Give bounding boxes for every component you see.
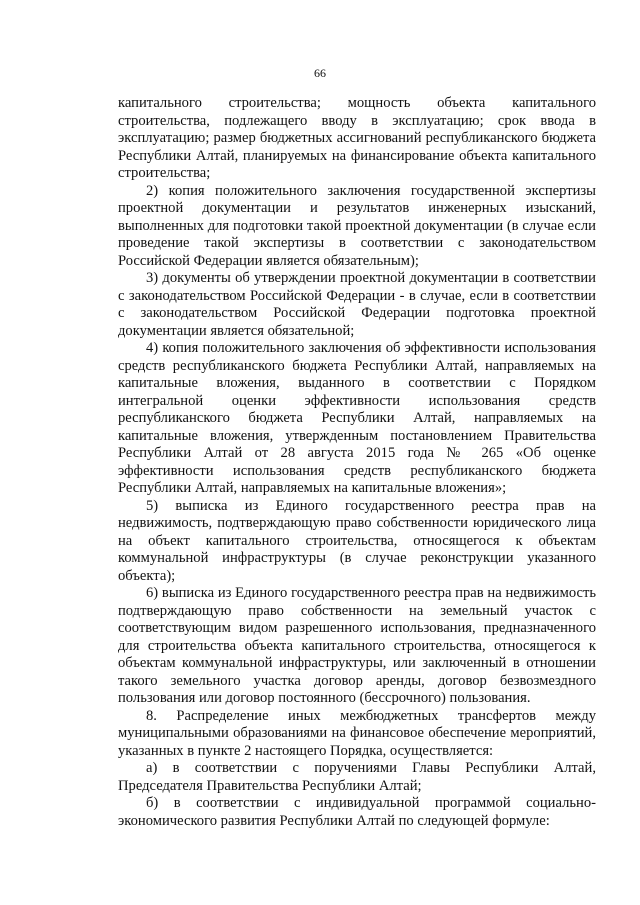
paragraph-section-8: 8. Распределение иных межбюджетных трансфертов между муниципальными образованиями на финансовое обеспечение мероприятий, указанных в пункте 2 настоящего Порядка, осуществляется:	[118, 707, 596, 759]
page-number: 66	[314, 66, 326, 80]
paragraph-subitem-b: б) в соответствии с индивидуальной программой социально-экономического развития Республики Алтай по следующей формуле:	[118, 795, 596, 829]
paragraph-object-details: капитального строительства; мощность объекта капитального строительства, подлежащего вводу в эксплуатацию; срок ввода в эксплуатацию; размер бюджетных ассигнований республиканского бюджета Республики Алтай, планируемых на финансирование объекта капитального строительства;	[118, 95, 596, 181]
paragraph-item-5: 5) выписка из Единого государственного реестра прав на недвижимость, подтверждающую право собственности юридического лица на объект капитального строительства, относящегося к объектам коммунальной инфраструктуры (в случае реконструкции указанного объекта);	[118, 497, 596, 584]
paragraph-item-6: 6) выписка из Единого государственного реестра прав на недвижимость подтверждающую право собственности на земельный участок с соответствующим видом разрешенного использования, предназначенного для строительства объекта капитального строительства, относящегося к объектам коммунальной инфраструктуры, или заключенный в отношении такого земельного участка договор аренды, договор безвозмездного пользования или договор постоянного (бессрочного) пользования.	[118, 585, 596, 706]
paragraph-item-2: 2) копия положительного заключения государственной экспертизы проектной документации и результатов инженерных изысканий, выполненных для подготовки такой проектной документации (в случае если проведение такой экспертизы в соответствии с законодательством Российской Федерации является обязательным);	[118, 182, 596, 269]
paragraph-item-4: 4) копия положительного заключения об эффективности использования средств республиканского бюджета Республики Алтай, направляемых на капитальные вложения, выданного в соответствии с Порядком интегральной оценки эффективности использования средств республиканского бюджета Республики Алтай, направляемых на капитальные вложения, утвержденным постановлением Правительства Республики Алтай от 28 августа 2015 года № 265 «Об оценке эффективности использования средств республиканского бюджета Республики Алтай, направляемых на капитальные вложения»;	[118, 340, 596, 496]
paragraph-item-3: 3) документы об утверждении проектной документации в соответствии с законодательством Российской Федерации - в случае, если в соответствии с законодательством Российской Федерации подготовка проектной документации является обязательной;	[118, 270, 596, 339]
paragraph-subitem-a: а) в соответствии с поручениями Главы Республики Алтай, Председателя Правительства Республики Алтай;	[118, 760, 596, 794]
document-body	[118, 95, 596, 830]
